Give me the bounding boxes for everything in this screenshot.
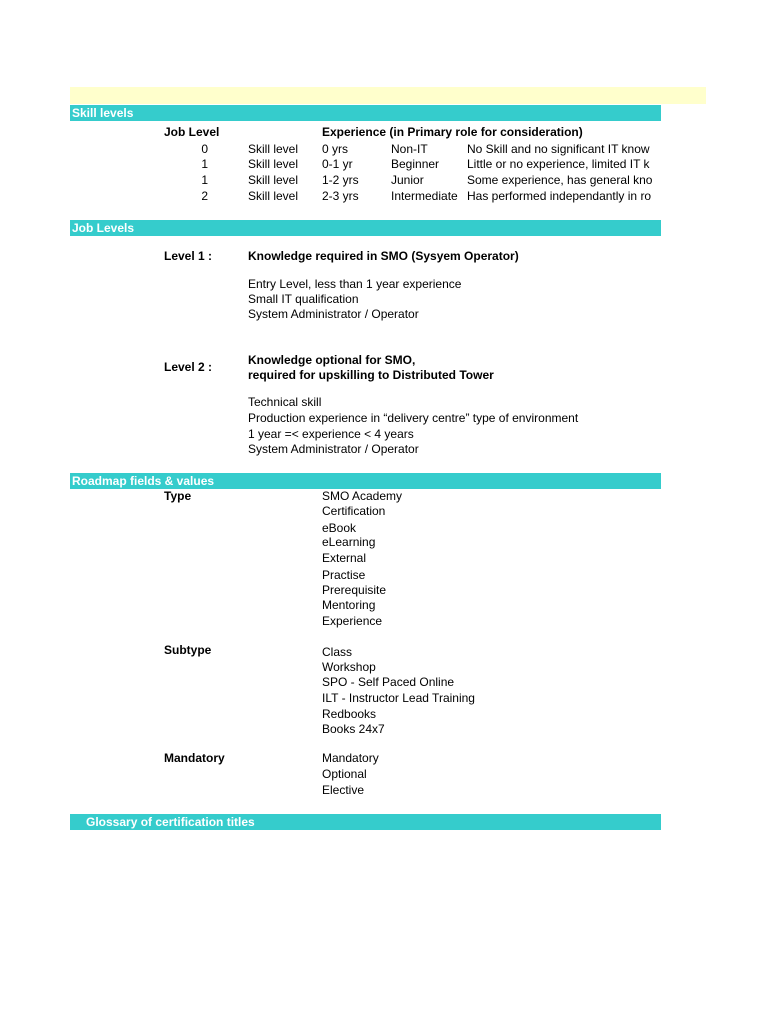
row-years: 0 yrs bbox=[322, 142, 349, 156]
level2-heading-2: required for upskilling to Distributed Tower bbox=[248, 368, 494, 382]
row-skill: Skill level bbox=[248, 157, 299, 171]
level2-line: 1 year =< experience < 4 years bbox=[248, 427, 414, 441]
row-description: Has performed independantly in ro bbox=[467, 189, 652, 203]
section-title: Skill levels bbox=[72, 106, 134, 120]
subtype-label: Subtype bbox=[164, 643, 212, 657]
row-tier: Junior bbox=[391, 173, 424, 187]
header-experience: Experience (in Primary role for consideration) bbox=[322, 125, 583, 139]
subtype-value: Workshop bbox=[322, 660, 376, 674]
subtype-value: Books 24x7 bbox=[322, 722, 385, 736]
level1-line: Entry Level, less than 1 year experience bbox=[248, 277, 462, 291]
level2-label: Level 2 : bbox=[164, 360, 213, 374]
mandatory-value: Elective bbox=[322, 783, 365, 797]
row-years: 1-2 yrs bbox=[322, 173, 359, 187]
level2-line: System Administrator / Operator bbox=[248, 442, 419, 456]
type-value: Mentoring bbox=[322, 598, 376, 612]
type-value: Certification bbox=[322, 504, 386, 518]
row-tier: Intermediate bbox=[391, 189, 458, 203]
row-skill: Skill level bbox=[248, 189, 299, 203]
section-band-skill-levels bbox=[70, 105, 661, 121]
row-level: 0 bbox=[201, 142, 208, 156]
level2-line: Production experience in “delivery centre” type of environment bbox=[248, 411, 579, 425]
mandatory-value: Mandatory bbox=[322, 751, 379, 765]
mandatory-value: Optional bbox=[322, 767, 367, 781]
section-title: Roadmap fields & values bbox=[72, 474, 215, 488]
row-description: Little or no experience, limited IT k bbox=[467, 157, 650, 171]
section-band-glossary bbox=[70, 814, 661, 830]
row-tier: Non-IT bbox=[391, 142, 428, 156]
level1-line: System Administrator / Operator bbox=[248, 307, 419, 321]
type-value: eBook bbox=[322, 521, 357, 535]
subtype-value: Redbooks bbox=[322, 707, 377, 721]
type-value: eLearning bbox=[322, 535, 376, 549]
row-skill: Skill level bbox=[248, 142, 299, 156]
type-value: Prerequisite bbox=[322, 583, 387, 597]
level2-heading-1: Knowledge optional for SMO, bbox=[248, 353, 416, 367]
type-value: Experience bbox=[322, 614, 383, 628]
type-label: Type bbox=[164, 489, 192, 503]
row-description: Some experience, has general kno bbox=[467, 173, 653, 187]
subtype-value: Class bbox=[322, 645, 353, 659]
section-title: Glossary of certification titles bbox=[86, 815, 255, 829]
mandatory-label: Mandatory bbox=[164, 751, 225, 765]
level1-heading: Knowledge required in SMO (Sysyem Operator) bbox=[248, 249, 519, 263]
row-years: 0-1 yr bbox=[322, 157, 353, 171]
row-years: 2-3 yrs bbox=[322, 189, 359, 203]
row-level: 1 bbox=[201, 173, 208, 187]
type-value: SMO Academy bbox=[322, 489, 403, 503]
header-job-level: Job Level bbox=[164, 125, 220, 139]
level1-label: Level 1 : bbox=[164, 249, 213, 263]
row-skill: Skill level bbox=[248, 173, 299, 187]
type-value: Practise bbox=[322, 568, 366, 582]
level2-line: Technical skill bbox=[248, 395, 322, 409]
level1-line: Small IT qualification bbox=[248, 292, 359, 306]
row-description: No Skill and no significant IT know bbox=[467, 142, 650, 156]
subtype-value: ILT - Instructor Lead Training bbox=[322, 691, 475, 705]
row-level: 1 bbox=[201, 157, 208, 171]
section-band-roadmap bbox=[70, 473, 661, 489]
row-level: 2 bbox=[201, 189, 208, 203]
row-tier: Beginner bbox=[391, 157, 440, 171]
section-band-job-levels bbox=[70, 220, 661, 236]
section-title: Job Levels bbox=[72, 221, 135, 235]
type-value: External bbox=[322, 551, 367, 565]
subtype-value: SPO - Self Paced Online bbox=[322, 675, 455, 689]
